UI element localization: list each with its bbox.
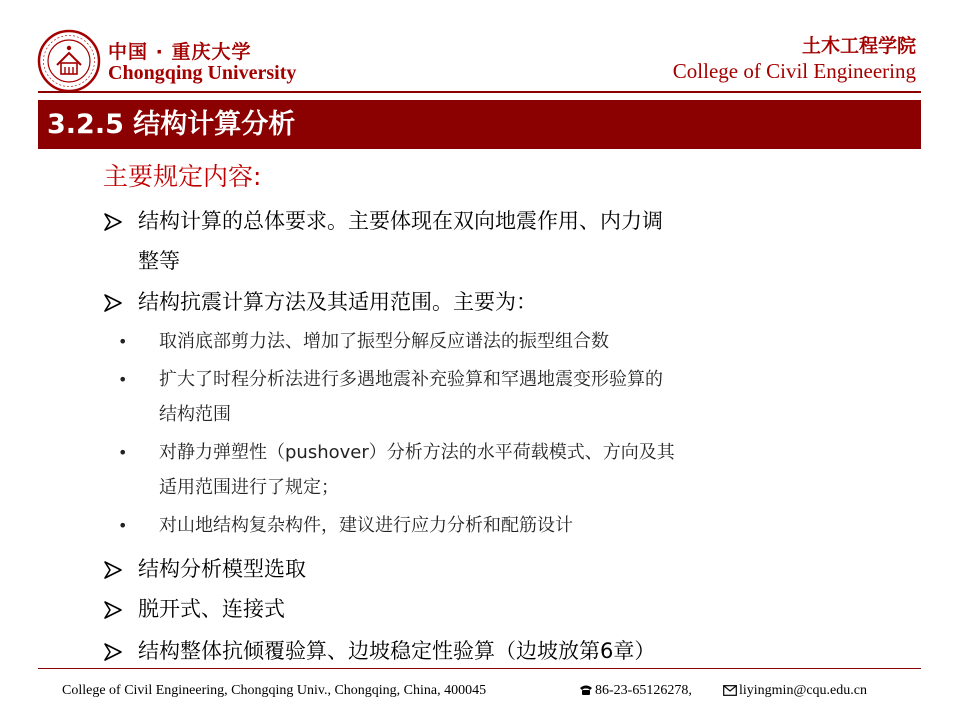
bullet-dot-icon: • <box>118 332 128 351</box>
telephone-icon <box>579 684 593 696</box>
arrowhead-bullet-icon <box>103 212 123 232</box>
sub-list-item-text: 适用范围进行了规定； <box>159 477 339 498</box>
university-seal-icon <box>37 29 101 93</box>
bullet-dot-icon: • <box>118 516 128 535</box>
sub-list-item-text: 对静力弹塑性（pushover）分析方法的水平荷载模式、方向及其 <box>159 442 675 463</box>
footer-email-text: liyingmin@cqu.edu.cn <box>739 683 867 698</box>
college-name-cn: 土木工程学院 <box>801 35 916 57</box>
arrowhead-bullet-icon <box>103 560 123 580</box>
university-name-cn: 中国 · 重庆大学 <box>108 41 252 63</box>
footer-email <box>723 683 867 699</box>
college-name-en: College of Civil Engineering <box>672 59 916 83</box>
footer-phone <box>579 683 692 699</box>
slide-title: 3.2.5 结构计算分析 <box>38 100 921 149</box>
sub-list-item-text: 扩大了时程分析法进行多遇地震补充验算和罕遇地震变形验算的 <box>159 369 663 390</box>
list-item-text: 结构计算的总体要求。主要体现在双向地震作用、内力调 <box>138 209 663 233</box>
arrowhead-bullet-icon <box>103 293 123 313</box>
arrowhead-bullet-icon <box>103 600 123 620</box>
footer-phone-text: 86-23-65126278, <box>595 683 692 698</box>
bullet-dot-icon: • <box>118 370 128 389</box>
section-heading: 主要规定内容: <box>103 162 262 191</box>
list-item-text: 脱开式、连接式 <box>138 597 285 621</box>
bullet-dot-icon: • <box>118 443 128 462</box>
sub-list-item-text: 结构范围 <box>159 404 231 425</box>
sub-list-item-text: 取消底部剪力法、增加了振型分解反应谱法的振型组合数 <box>159 331 609 352</box>
sub-list-item-text: 对山地结构复杂构件，建议进行应力分析和配筋设计 <box>159 515 573 536</box>
arrowhead-bullet-icon <box>103 642 123 662</box>
list-item-text: 结构整体抗倾覆验算、边坡稳定性验算（边坡放第6章） <box>138 639 656 663</box>
header-divider <box>38 91 921 93</box>
list-item-text: 整等 <box>138 249 180 273</box>
footer-address: College of Civil Engineering, Chongqing Univ., Chongqing, China, 400045 <box>62 683 487 698</box>
list-item-text: 结构抗震计算方法及其适用范围。主要为： <box>138 290 537 314</box>
university-name-en: Chongqing University <box>108 62 297 84</box>
footer-divider <box>38 668 921 669</box>
envelope-icon <box>723 685 737 696</box>
list-item-text: 结构分析模型选取 <box>138 557 306 581</box>
